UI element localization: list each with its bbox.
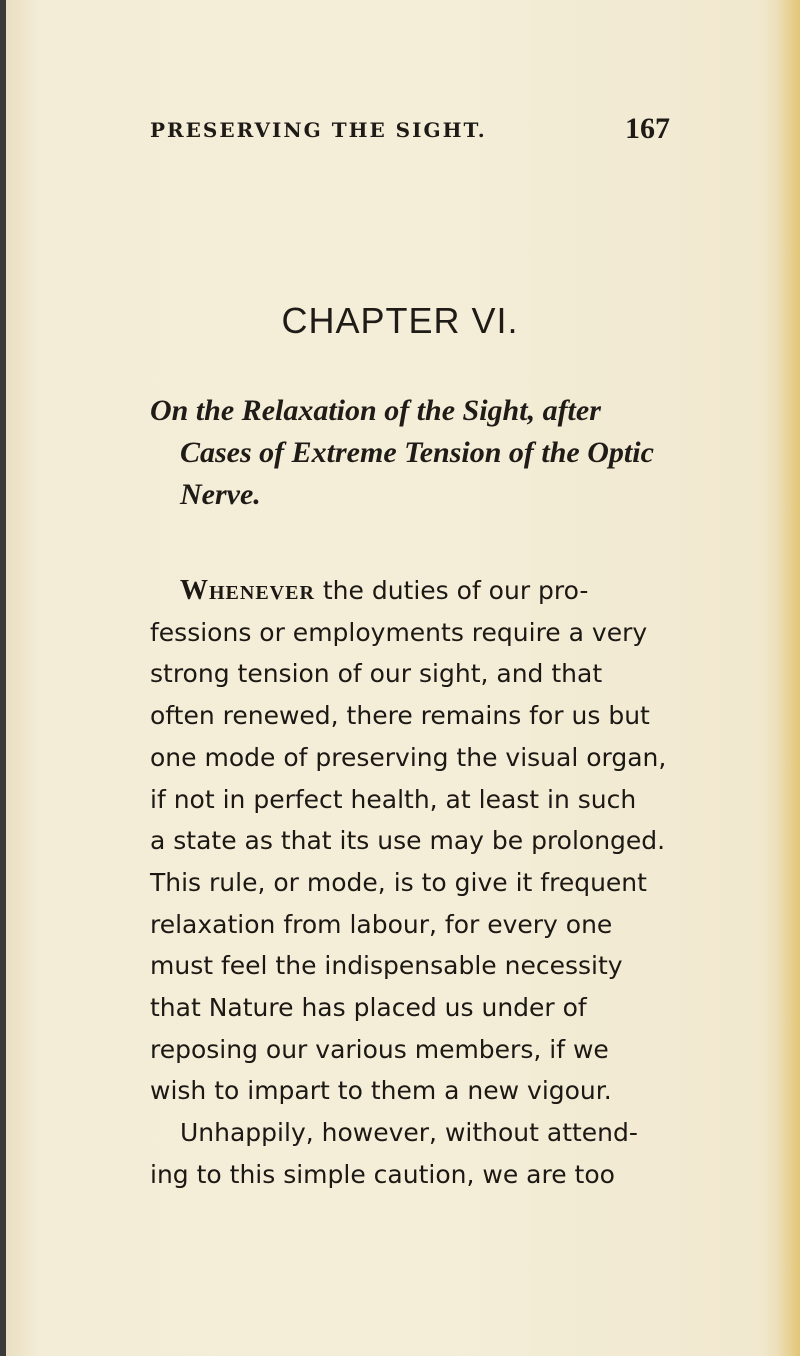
chapter-title: CHAPTER VI. <box>281 300 519 341</box>
text-line: reposing our various members, if we <box>150 1034 609 1064</box>
subtitle-line: On the Relaxation of the Sight, after <box>150 394 601 427</box>
text-line: Unhappily, however, without attend- <box>180 1118 638 1148</box>
body-paragraph <box>150 570 670 1196</box>
subtitle-line: Cases of Extreme Tension of the Optic <box>180 436 654 469</box>
text-line: strong tension of our sight, and that <box>150 659 603 689</box>
text-line: that Nature has placed us under of <box>150 993 587 1023</box>
chapter-subtitle <box>150 390 670 516</box>
text-line: relaxation from labour, for every one <box>150 909 613 939</box>
text-line: one mode of preserving the visual organ, <box>150 742 667 772</box>
running-head-title: PRESERVING THE SIGHT. <box>150 118 487 142</box>
text-line: a state as that its use may be prolonged. <box>150 826 666 856</box>
text-line: This rule, or mode, is to give it frequent <box>150 867 647 897</box>
first-word: Whenever <box>180 575 315 606</box>
text-line: ing to this simple caution, we are too <box>150 1159 615 1189</box>
page-edge-stain <box>778 0 800 1356</box>
text-line: fessions or employments require a very <box>150 617 648 647</box>
subtitle-line: Nerve. <box>180 478 261 511</box>
text-line: must feel the indispensable necessity <box>150 951 623 981</box>
running-head <box>150 112 670 152</box>
text-line: often renewed, there remains for us but <box>150 701 650 731</box>
page-number: 167 <box>625 112 670 145</box>
text-line-rest: the duties of our pro- <box>314 576 589 605</box>
text-line <box>150 570 670 612</box>
text-line: wish to impart to them a new vigour. <box>150 1076 612 1106</box>
binding-gutter <box>0 0 6 1356</box>
text-line: if not in perfect health, at least in such <box>150 784 637 814</box>
